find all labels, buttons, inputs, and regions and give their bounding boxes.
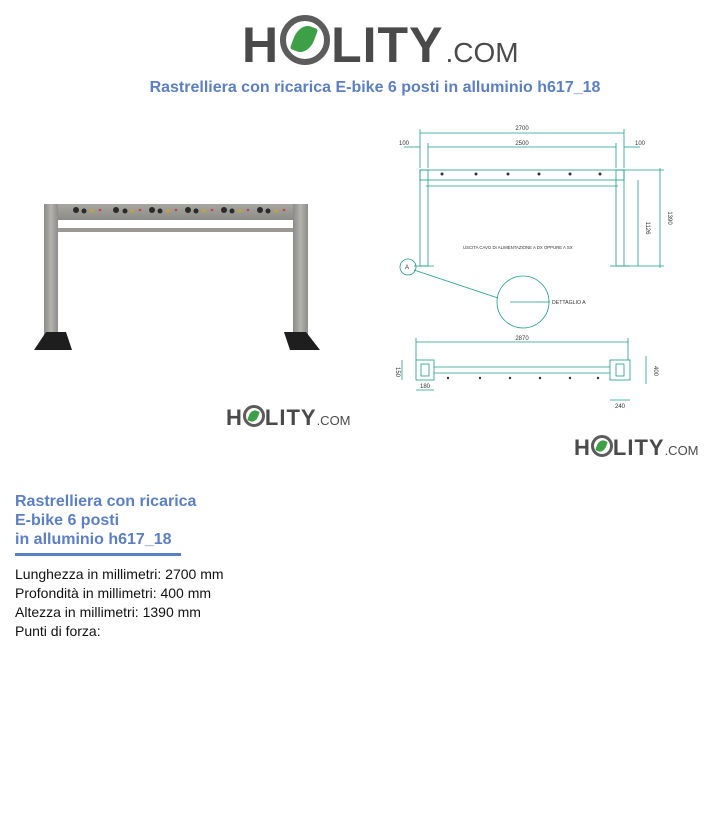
- cable-note: USCITA CAVO DI ALIMENTAZIONE A DX OPPURE A SX: [463, 245, 573, 250]
- holity-logo-drawing[interactable]: [574, 433, 699, 459]
- logo-text-lity: LITY: [612, 435, 665, 460]
- dim-right: 100: [634, 141, 646, 147]
- detail-label: DETTAGLIO A: [552, 300, 586, 306]
- section-title-line: E-bike 6 posti: [15, 512, 120, 529]
- dim-inner: 2500: [515, 141, 529, 147]
- logo-leaf-icon: [591, 435, 613, 457]
- logo-leaf-icon: [243, 405, 265, 427]
- product-photo: [28, 190, 328, 360]
- logo-text-lity: LITY: [264, 405, 317, 430]
- plan-base-right: 240: [614, 404, 626, 410]
- logo-text-lity: LITY: [331, 17, 444, 73]
- plan-base-left: 180: [419, 384, 431, 390]
- spec-strengths: Punti di forza:: [15, 623, 101, 639]
- dim-height-total: 1390: [666, 211, 672, 225]
- section-title: [15, 492, 215, 549]
- dim-left: 100: [398, 141, 410, 147]
- spec-list: [15, 565, 224, 641]
- logo-text-h: H: [242, 17, 280, 73]
- spec-height: Altezza in millimetri: 1390 mm: [15, 604, 201, 620]
- logo-leaf-icon: [280, 15, 330, 65]
- logo-text-h: H: [226, 405, 243, 430]
- spec-depth: Profondità in millimetri: 400 mm: [15, 585, 212, 601]
- holity-logo-photo[interactable]: [226, 403, 351, 429]
- logo-text-com: .COM: [316, 413, 351, 428]
- plan-depth-right: 400: [652, 365, 658, 377]
- plan-width: 2870: [515, 336, 529, 342]
- marker-a: A: [405, 265, 410, 271]
- logo-text-com: .COM: [664, 443, 699, 458]
- technical-drawing: [388, 120, 688, 410]
- dim-total-width: 2700: [515, 126, 529, 132]
- holity-logo-top[interactable]: [242, 12, 519, 73]
- spec-length: Lunghezza in millimetri: 2700 mm: [15, 566, 224, 582]
- section-title-line: Rastrelliera con ricarica: [15, 493, 197, 510]
- plan-depth-left: 150: [394, 366, 400, 378]
- logo-text-com: .COM: [445, 37, 519, 68]
- section-underline: [15, 553, 181, 556]
- logo-text-h: H: [574, 435, 591, 460]
- section-title-line: in alluminio h617_18: [15, 531, 172, 548]
- page-title: Rastrelliera con ricarica E-bike 6 posti in alluminio h617_18: [149, 79, 601, 96]
- dim-height-inner: 1126: [644, 221, 650, 235]
